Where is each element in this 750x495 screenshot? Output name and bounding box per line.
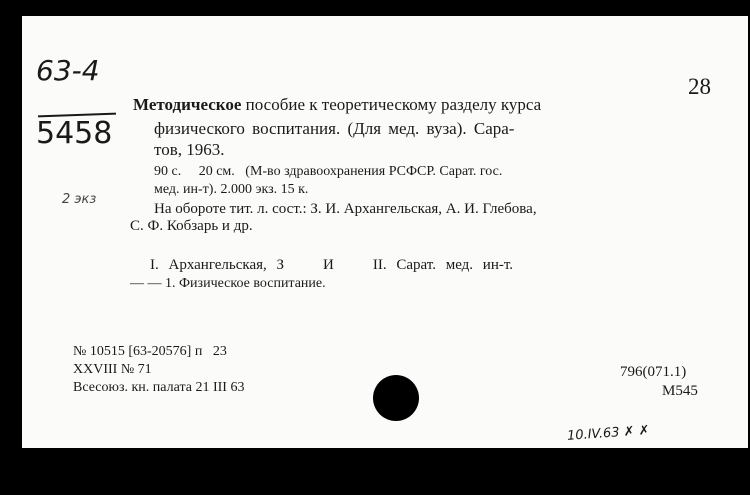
description-line-4: 90 с. 20 см. (М-во здравоохранения РСФСР. Сарат. гос. — [154, 164, 503, 179]
description-line-2: физического воспитания. (Для мед. вуза). Сара- — [154, 119, 515, 138]
catalog-card — [22, 16, 748, 448]
description-line-6: На обороте тит. л. сост.: З. И. Архангельская, А. И. Глебова, — [154, 201, 537, 217]
tracing-line-2: — — 1. Физическое воспитание. — [130, 276, 326, 291]
punch-hole — [373, 375, 419, 421]
footer-line-1: № 10515 [63-20576] п 23 — [73, 344, 227, 359]
description-line-3: тов, 1963. — [154, 140, 225, 159]
tracing-line-1: I. Архангельская, З И II. Сарат. мед. ин-т. — [150, 257, 514, 273]
title-bold: Методическое — [133, 95, 242, 114]
card-number: 28 — [688, 74, 711, 99]
handwritten-date: 10.IV.63 ✗ ✗ — [566, 423, 651, 444]
author-mark: М545 — [662, 383, 698, 399]
handwritten-mark-left: 2 экз — [62, 192, 97, 207]
footer-line-3: Всесоюз. кн. палата 21 III 63 — [73, 380, 245, 395]
description-line-1 — [133, 95, 541, 115]
call-number-top: 63-4 — [36, 54, 100, 87]
call-number-bottom: 5458 — [36, 116, 113, 151]
footer-line-2: XXVIII № 71 — [73, 362, 152, 377]
title-rest: пособие к теоретическому разделу курса — [241, 95, 542, 114]
classification-number: 796(071.1) — [620, 364, 687, 380]
description-line-7: С. Ф. Кобзарь и др. — [130, 218, 253, 234]
description-line-5: мед. ин-т). 2.000 экз. 15 к. — [154, 182, 309, 197]
